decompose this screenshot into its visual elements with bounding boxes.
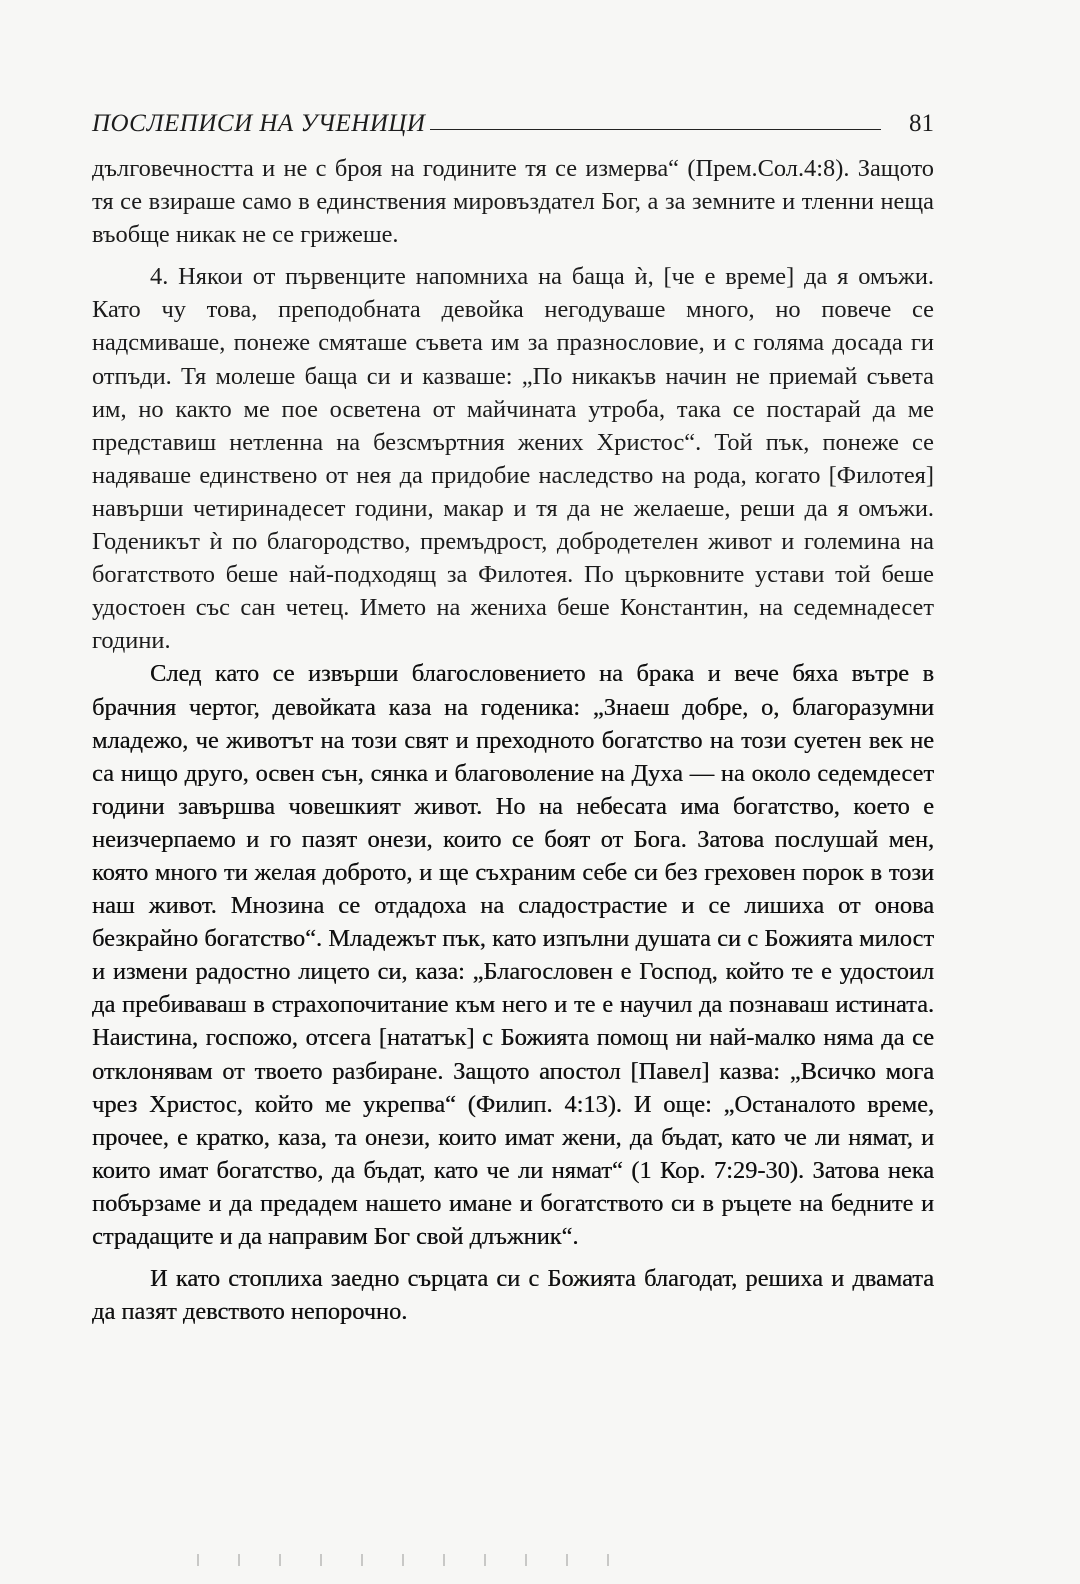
scan-specks	[180, 1554, 640, 1566]
running-head	[92, 98, 934, 138]
header-rule	[430, 129, 882, 130]
paragraph-continued: дълговечността и не с броя на годините тя се измерва“ (Прем.Сол.4:8). Защото тя се взираше само в единствения мировъздател Бог, а за земните и тленни неща въобще никак не се грижеше.	[92, 155, 934, 249]
page-number: 81	[909, 110, 934, 137]
paragraph-marriage-speech: След като се извърши благословението на брака и вече бяха вътре в брачния чертог, девойката каза на годеника: „Знаеш добре, о, благоразумни младежо, че животът на този свят и преходното богатство на този суетен век не са нищо друго, освен сън, сянка и благоволение на Духа — на около седемдесет години завършва човешкият живот. Но на небесата има богатство, което е неизчерпаемо и го пазят онези, които се боят от Бога. Затова послушай мен, която много ти желая доброто, и ще съхраним себе си без греховен порок в този наш живот. Мнозина се отдадоха на сладострастие и се лишиха от онова безкрайно богатство“. Младежът пък, като изпълни душата си с Божията милост и измени радостно лицето си, каза: „Благословен е Господ, който те е удостоил да пребиваваш в страхопочитание към него и те е научил да познаваш истината. Наистина, госпожо, отсега [нататък] с Божията помощ ни най-малко няма да се отклонявам от твоето разбиране. Защото апостол [Павел] казва: „Всичко мога чрез Христос, който ме укрепва“ (Филип. 4:13). И още: „Останалото време, прочее, е кратко, каза, та онези, които имат жени, да бъдат, като че ли нямат, и които имат богатство, да бъдат, като че ли нямат“ (1 Кор. 7:29-30). Затова нека побързаме и да предадем нашето имане и богатството си в ръцете на бедните и страдащите и да направим Бог свой длъжник“.	[92, 660, 934, 1250]
paragraph-vow: И като стоплиха заедно сърцата си с Божията благодат, решиха и двамата да пазят девството непорочно.	[92, 1265, 934, 1326]
running-title: ПОСЛЕПИСИ НА УЧЕНИЦИ	[92, 110, 426, 137]
body-text	[92, 152, 934, 1328]
paragraph-section-4: 4. Някои от първенците напомниха на баща ѝ, [че е време] да я омъжи. Като чу това, преподобната девойка негодуваше много, но повече се надсмиваше, понеже смяташе съвета им за празнословие, и с голяма досада ги отпъди. Тя молеше баща си и казваше: „По никакъв начин не приемай съвета им, но както ме пое осветена от майчината утроба, така се постарай да ме представиш нетленна на безсмъртния жених Христос“. Той пък, понеже се надяваше единствено от нея да придобие наследство на рода, когато [Филотея] навърши четиринадесет години, макар и тя да не желаеше, реши да я омъжи. Годеникът ѝ по благородство, премъдрост, добродетелен живот и големина на богатството беше най-подходящ за Филотея. По църковните устави той беше удостоен със сан четец. Името на жениха беше Константин, на седемнадесет години.	[92, 263, 934, 655]
